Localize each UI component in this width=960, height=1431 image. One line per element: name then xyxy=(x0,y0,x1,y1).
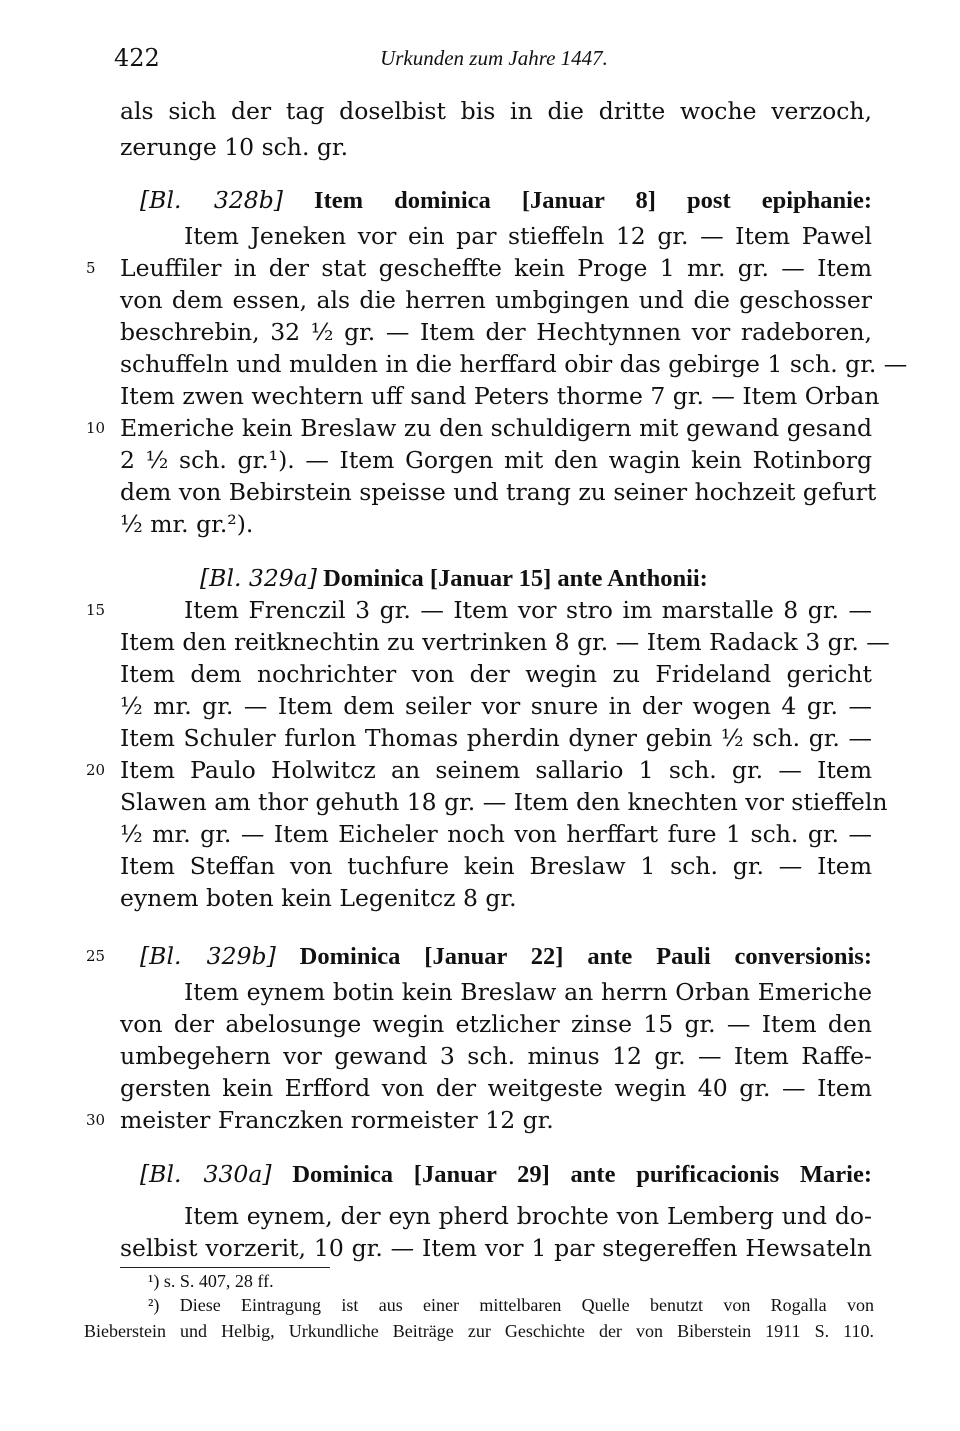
text-line: gersten kein Erfford von der weitgeste wegin 40 gr. — Item xyxy=(120,1074,872,1102)
text-line: von der abelosunge wegin etzlicher zinse 15 gr. — Item den xyxy=(120,1010,872,1038)
folio-reference: [Bl. 328b] xyxy=(140,186,283,214)
line-number: 15 xyxy=(86,601,106,619)
line-number: 25 xyxy=(86,947,106,965)
text-line: Item eynem botin kein Breslaw an herrn Orban Emeriche xyxy=(184,978,872,1006)
text-line: zerunge 10 sch. gr. xyxy=(120,133,349,161)
running-head: Urkunden zum Jahre 1447. xyxy=(380,46,608,70)
heading-title: Dominica [Januar 22] ante Pauli conversionis: xyxy=(275,943,872,970)
text-line: meister Franczken rormeister 12 gr. xyxy=(120,1106,554,1134)
text-line: Item den reitknechtin zu vertrinken 8 gr. — Item Radack 3 gr. — xyxy=(120,628,890,656)
footnote-1: ¹) s. S. 407, 28 ff. xyxy=(148,1271,274,1291)
text-line: Item eynem, der eyn pherd brochte von Lemberg und do- xyxy=(184,1202,872,1230)
text-line: Item Paulo Holwitcz an seinem sallario 1 sch. gr. — Item xyxy=(120,756,872,784)
heading-title: Dominica [Januar 15] ante Anthonii: xyxy=(316,565,708,592)
section-heading xyxy=(140,940,872,972)
line-number: 10 xyxy=(86,419,106,437)
footnote-2-continued: Bieberstein und Helbig, Urkundliche Beiträge zur Geschichte der von Biberstein 1911 S. 110. xyxy=(84,1321,874,1341)
text-line: ½ mr. gr.²). xyxy=(120,510,254,538)
text-line: schuffeln und mulden in die herffard obir das gebirge 1 sch. gr. — xyxy=(120,350,908,378)
text-line: Emeriche kein Breslaw zu den schuldigern mit gewand gesand xyxy=(120,414,872,442)
heading-title: Item dominica [Januar 8] post epiphanie: xyxy=(282,187,872,214)
text-line: umbegehern vor gewand 3 sch. minus 12 gr. — Item Raffe- xyxy=(120,1042,872,1070)
text-line: Item zwen wechtern uff sand Peters thorme 7 gr. — Item Orban xyxy=(120,382,880,410)
text-line: als sich der tag doselbist bis in die dritte woche verzoch, xyxy=(120,97,872,125)
text-line: Item Schuler furlon Thomas pherdin dyner gebin ½ sch. gr. — xyxy=(120,724,872,752)
text-line: Item Steffan von tuchfure kein Breslaw 1 sch. gr. — Item xyxy=(120,852,872,880)
line-number: 30 xyxy=(86,1111,106,1129)
line-number: 20 xyxy=(86,761,106,779)
text-line: Item dem nochrichter von der wegin zu Frideland gericht xyxy=(120,660,872,688)
text-line: beschrebin, 32 ½ gr. — Item der Hechtynnen vor radeboren, xyxy=(120,318,872,346)
text-line: ½ mr. gr. — Item dem seiler vor snure in der wogen 4 gr. — xyxy=(120,692,872,720)
page-header xyxy=(114,44,874,80)
text-line: Item Jeneken vor ein par stieffeln 12 gr. — Item Pawel xyxy=(184,222,872,250)
text-line: Slawen am thor gehuth 18 gr. — Item den knechten vor stieffeln xyxy=(120,788,888,816)
text-line: Item Frenczil 3 gr. — Item vor stro im marstalle 8 gr. — xyxy=(184,596,872,624)
line-number: 5 xyxy=(86,259,96,277)
text-line: Leuffiler in der stat gescheffte kein Proge 1 mr. gr. — Item xyxy=(120,254,872,282)
section-heading xyxy=(140,184,872,216)
text-line: eynem boten kein Legenitcz 8 gr. xyxy=(120,884,517,912)
section-heading xyxy=(140,1158,872,1190)
folio-reference: [Bl. 330a] xyxy=(140,1160,272,1188)
folio-reference: [Bl. 329a] xyxy=(200,564,317,592)
heading-title: Dominica [Januar 29] ante purificacionis Marie: xyxy=(271,1161,872,1188)
folio-reference: [Bl. 329b] xyxy=(140,942,276,970)
footnote-2: ²) Diese Eintragung ist aus einer mittelbaren Quelle benutzt von Rogalla von xyxy=(148,1295,874,1315)
text-line: von dem essen, als die herren umbgingen und die geschosser xyxy=(120,286,872,314)
text-line: selbist vorzerit, 10 gr. — Item vor 1 par stegereffen Hewsateln xyxy=(120,1234,872,1262)
text-line: 2 ½ sch. gr.¹). — Item Gorgen mit den wagin kein Rotinborg xyxy=(120,446,872,474)
page-number: 422 xyxy=(114,44,160,72)
text-line: dem von Bebirstein speisse und trang zu seiner hochzeit gefurt xyxy=(120,478,877,506)
section-heading xyxy=(200,562,790,594)
text-line: ½ mr. gr. — Item Eicheler noch von herffart fure 1 sch. gr. — xyxy=(120,820,872,848)
